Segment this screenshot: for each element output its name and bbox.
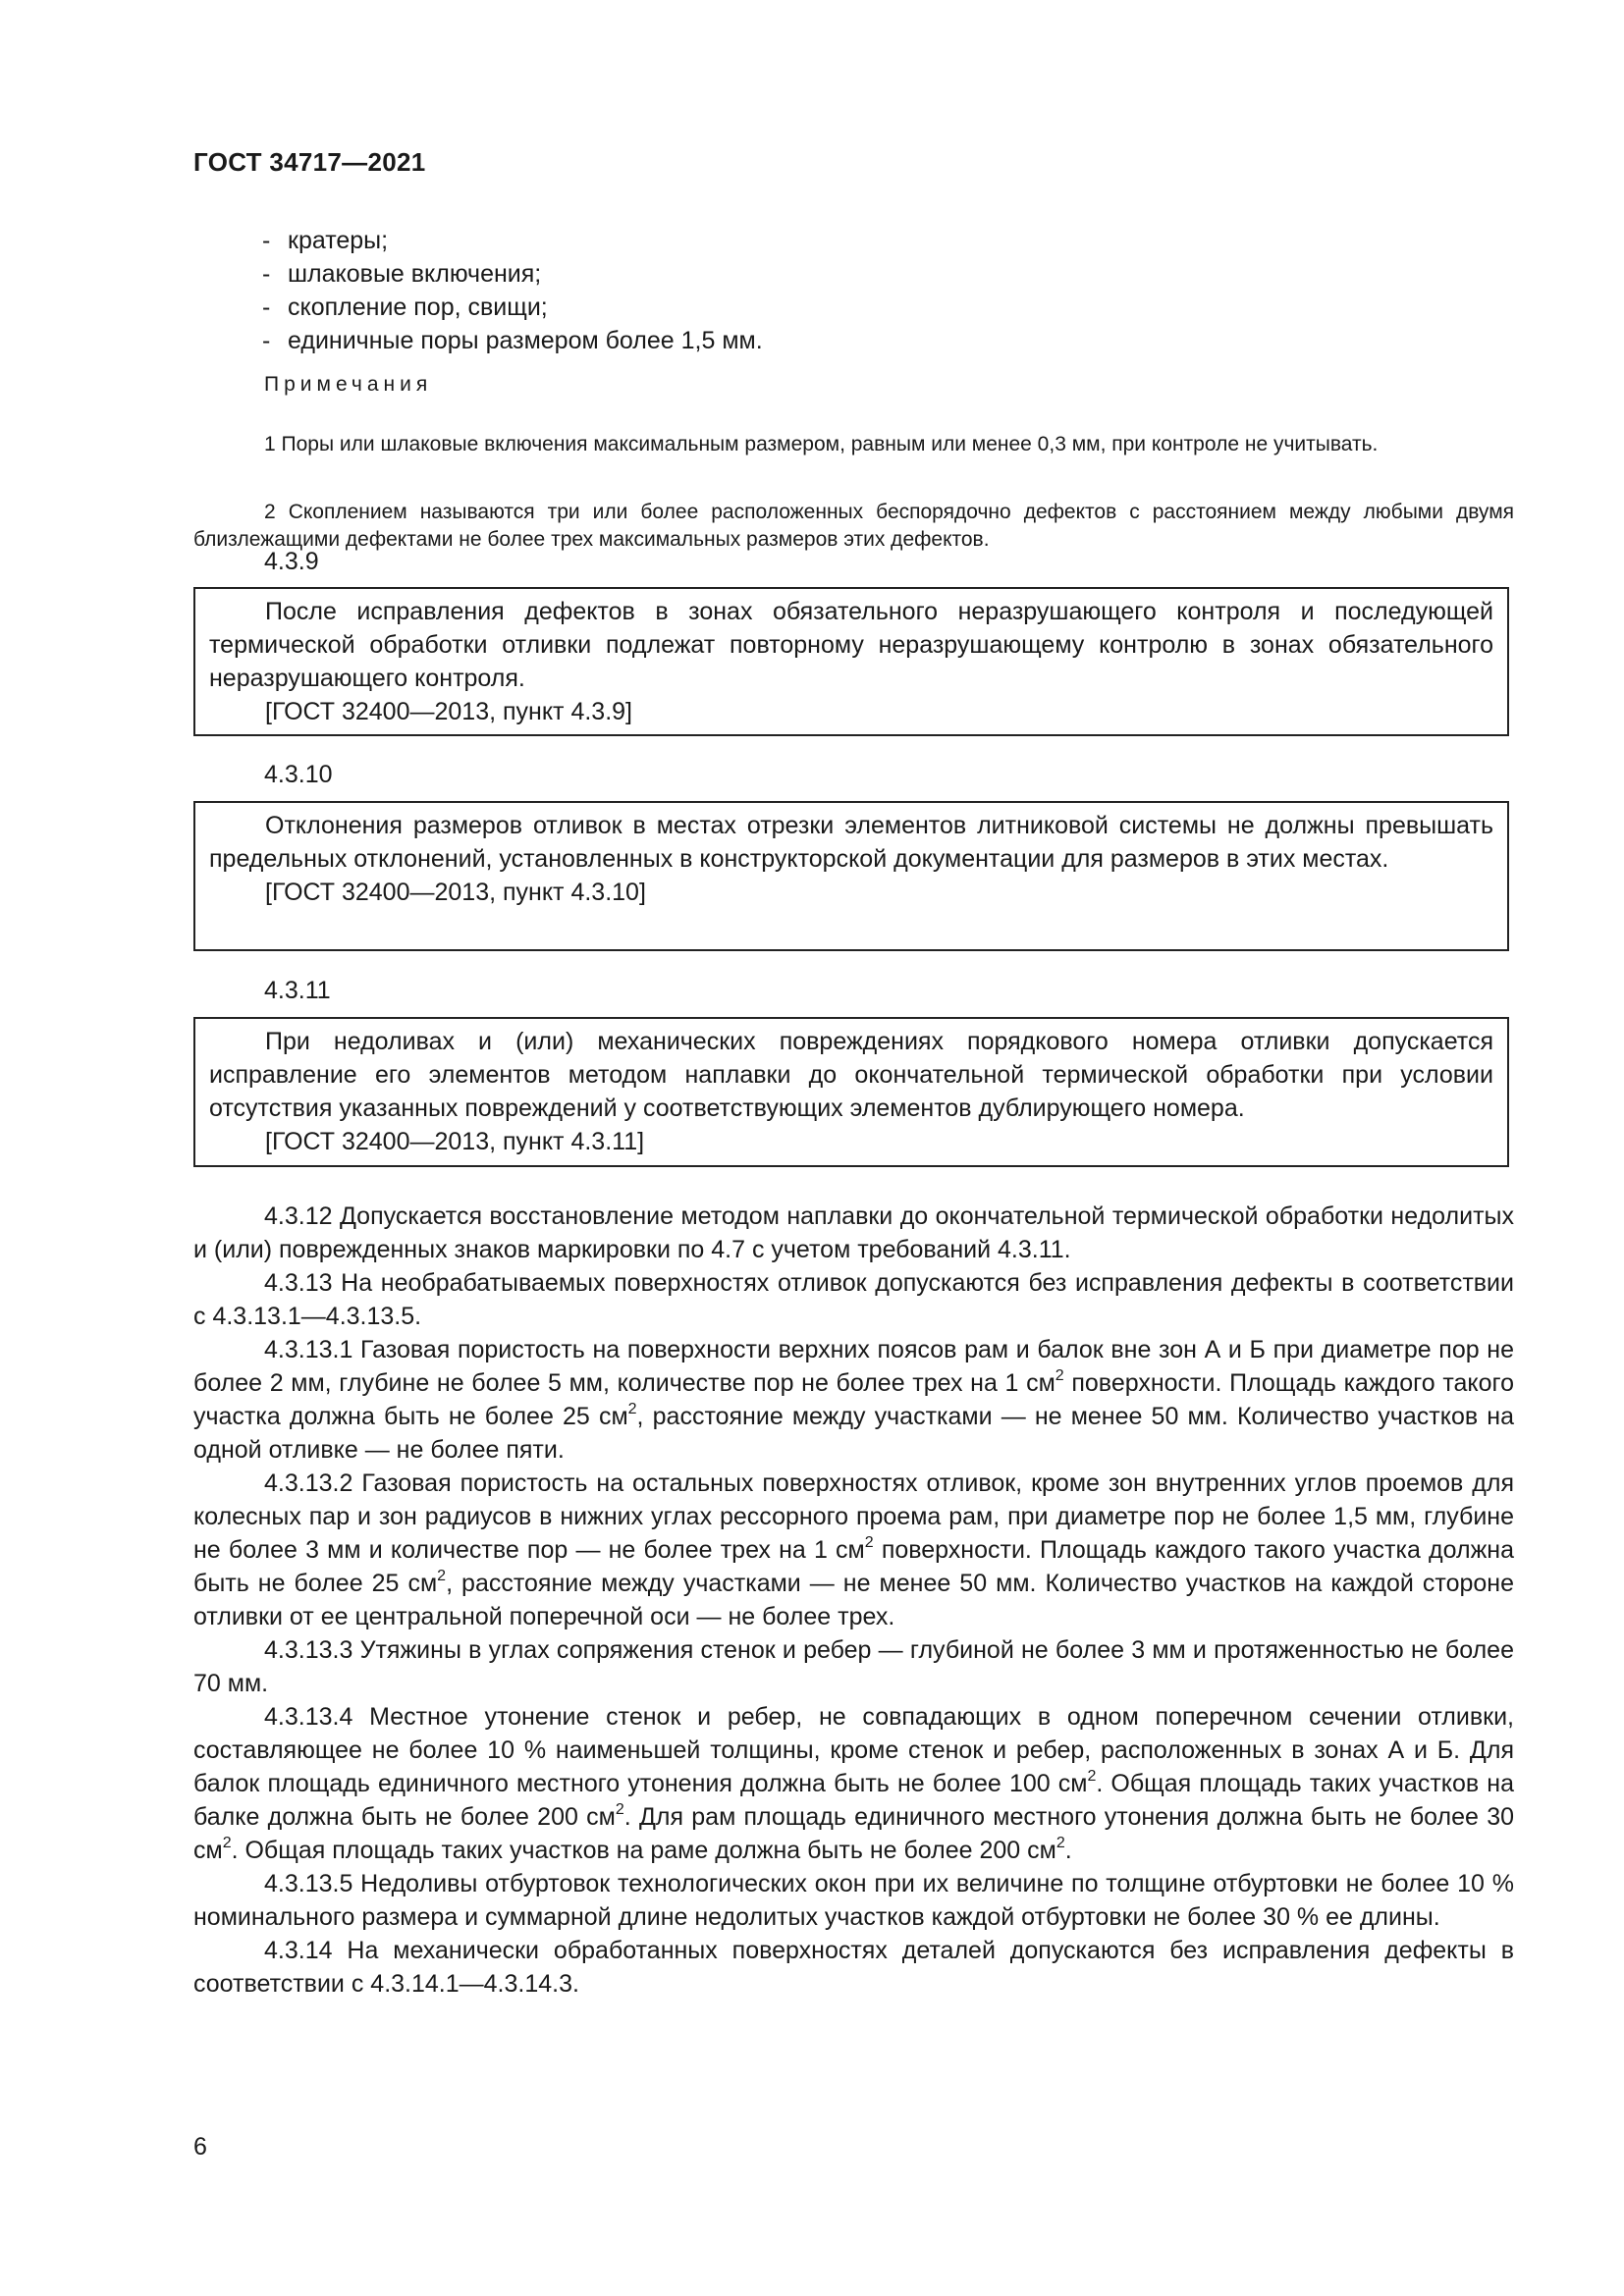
clause-box-4-3-10 xyxy=(193,801,1509,951)
clause-reference: [ГОСТ 32400—2013, пункт 4.3.9] xyxy=(265,698,632,725)
paragraph-4-3-13-4: 4.3.13.4 Местное утонение стенок и ребер, не совпадающих в одном поперечном сечении отливки, составляющее не более 10 % наименьшей толщины, кроме стенок и ребер, расположенных в зонах А и Б. Для балок площадь единичного местного утонения должна быть не более 100 $см^2$. Общая площадь таких участков на балке должна быть не более 200 $см^2$. Для рам площадь единичного местного утонения должна быть не более 30 $см^2$. Общая площадь таких участков на раме должна быть не более 200 $см^2$. xyxy=(193,1703,1515,1864)
list-item: - шлаковые включения; xyxy=(193,257,1514,291)
paragraph-4-3-13-2: 4.3.13.2 Газовая пористость на остальных поверхностях отливок, кроме зон внутренних углов проемов для колесных пар и зон радиусов в нижних углах рессорного проема рам, при диаметре пор не более 1,5 мм, глубине не более 3 мм и количестве пор — не более трех на 1 $см^2$ поверхности. Площадь каждого такого участка должна быть не более 25 $см^2$, расстояние между участками — не менее 50 мм. Количество участков на каждой стороне отливки от ее центральной поперечной оси — не более трех. xyxy=(193,1469,1515,1630)
clause-number-4-3-9: 4.3.9 xyxy=(264,548,319,575)
list-item: - кратеры; xyxy=(193,224,1514,257)
list-item: - скопление пор, свищи; xyxy=(193,291,1514,324)
note-1: 1 Поры или шлаковые включения максимальным размером, равным или менее 0,3 мм, при контроле не учитывать. xyxy=(264,433,1379,455)
note-2: 2 Скоплением называются три или более расположенных беспорядочно дефектов с расстоянием между любыми двумя близлежащими дефектами не более трех максимальных размеров этих дефектов. xyxy=(193,501,1514,551)
clause-text: Отклонения размеров отливок в местах отрезки элементов литниковой системы не должны превышать предельных отклонений, установленных в конструкторской документации для размеров в этих местах. xyxy=(209,812,1493,873)
clause-reference: [ГОСТ 32400—2013, пункт 4.3.10] xyxy=(265,879,646,906)
document-id: ГОСТ 34717—2021 xyxy=(193,147,426,177)
clause-text: После исправления дефектов в зонах обязательного неразрушающего контроля и последующей термической обработки отливки подлежат повторному неразрушающему контролю в зонах обязательного неразрушающего контроля. xyxy=(209,598,1493,692)
clause-box-4-3-9 xyxy=(193,587,1509,736)
page-number: 6 xyxy=(193,2133,207,2161)
list-item: - единичные поры размером более 1,5 мм. xyxy=(193,324,1514,357)
clause-number-4-3-10: 4.3.10 xyxy=(264,761,333,788)
paragraph-4-3-13: 4.3.13 На необрабатываемых поверхностях отливок допускаются без исправления дефекты в соответствии с 4.3.13.1—4.3.13.5. xyxy=(193,1269,1514,1330)
paragraph-4-3-13-5: 4.3.13.5 Недоливы отбуртовок технологических окон при их величине по толщине отбуртовки не более 10 % номинального размера и суммарной длине недолитых участков каждой отбуртовки не более 30 % ее длины. xyxy=(193,1870,1514,1931)
notes-heading: Примечания xyxy=(264,373,433,396)
paragraph-4-3-12: 4.3.12 Допускается восстановление методом наплавки до окончательной термической обработки недолитых и (или) поврежденных знаков маркировки по 4.7 с учетом требований 4.3.11. xyxy=(193,1202,1514,1263)
paragraph-4-3-13-3: 4.3.13.3 Утяжины в углах сопряжения стенок и ребер — глубиной не более 3 мм и протяженностью не более 70 мм. xyxy=(193,1636,1514,1697)
body-text xyxy=(193,1200,1514,2001)
paragraph-4-3-13-1: 4.3.13.1 Газовая пористость на поверхности верхних поясов рам и балок вне зон А и Б при диаметре пор не более 2 мм, глубине не более 5 мм, количестве пор не более трех на 1 $см^2$ поверхности. Площадь каждого такого участка должна быть не более 25 $см^2$, расстояние между участками — не менее 50 мм. Количество участков на одной отливке — не более пяти. xyxy=(193,1336,1514,1464)
clause-box-4-3-11 xyxy=(193,1017,1509,1167)
paragraph-4-3-14: 4.3.14 На механически обработанных поверхностях деталей допускаются без исправления дефекты в соответствии с 4.3.14.1—4.3.14.3. xyxy=(193,1937,1514,1998)
defect-list xyxy=(193,224,1514,357)
clause-text: При недоливах и (или) механических повреждениях порядкового номера отливки допускается исправление его элементов методом наплавки до окончательной термической обработки при условии отсутствия указанных повреждений у соответствующих элементов дублирующего номера. xyxy=(209,1028,1493,1122)
clause-reference: [ГОСТ 32400—2013, пункт 4.3.11] xyxy=(265,1128,645,1155)
clause-number-4-3-11: 4.3.11 xyxy=(264,977,331,1004)
